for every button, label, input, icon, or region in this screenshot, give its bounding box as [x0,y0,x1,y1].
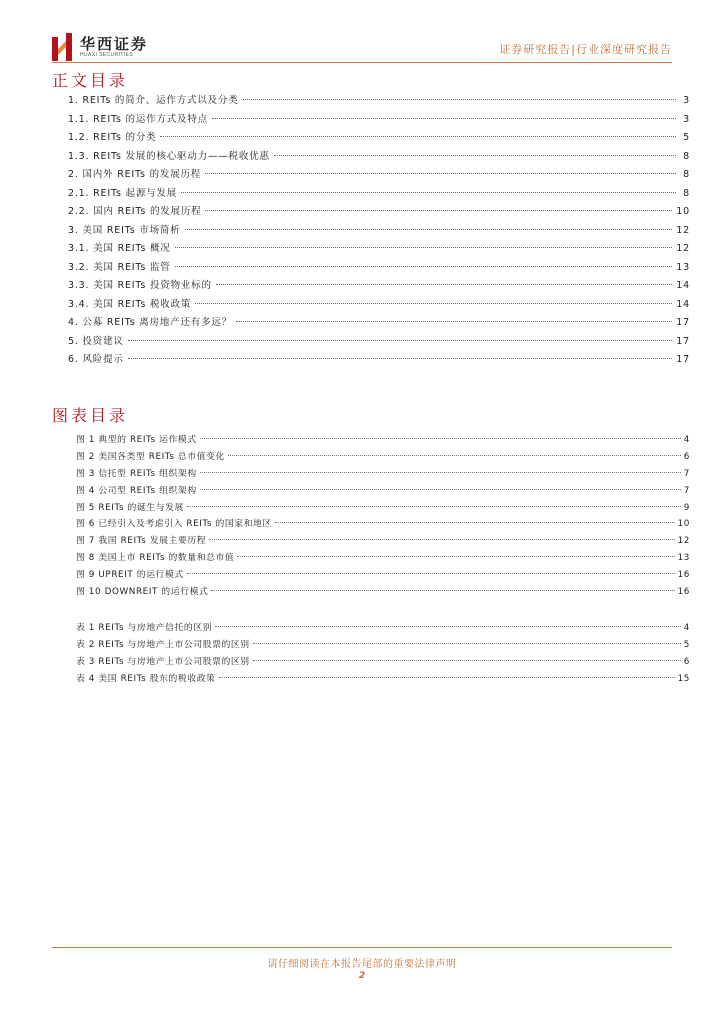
table-item-page: 4 [683,623,690,633]
toc-item[interactable] [68,259,690,278]
leader-dots [195,303,672,304]
toc-item-label: 1.1. REITs 的运作方式及特点 [68,113,208,125]
toc-item-label: 3. 美国 REITs 市场简析 [68,224,181,236]
leader-dots [212,118,676,119]
toc-item-page: 10 [676,206,690,217]
leader-dots [200,438,681,439]
leader-dots [253,660,681,661]
toc-item[interactable] [68,111,690,130]
leader-dots [243,99,677,100]
table-item-page: 5 [683,639,690,650]
figure-item[interactable] [76,483,690,500]
figure-item-page: 10 [677,519,690,530]
toc-item-page: 8 [683,150,690,162]
toc-item[interactable] [68,351,690,370]
toc-item[interactable] [68,314,690,333]
toc-item-label: 3.2. 美国 REITs 监管 [68,261,171,273]
figure-item-page: 13 [677,553,690,564]
table-item-label: 表 2 REITs 与房地产上市公司股票的区别 [76,639,250,650]
table-item-page: 15 [677,673,690,684]
figure-item-label: 图 9 UPREIT 的运行模式 [76,570,184,581]
toc-item[interactable] [68,296,690,315]
toc-item[interactable] [68,203,690,222]
figures-list [76,432,690,601]
huaxi-logo-icon [52,33,74,61]
toc-item-label: 1.3. REITs 发展的核心驱动力——税收优惠 [68,150,270,162]
leader-dots [216,284,673,285]
leader-dots [200,472,681,473]
figure-item-label: 图 4 公司型 REITs 组织架构 [76,485,197,496]
leader-dots [160,136,676,137]
leader-dots [253,643,681,644]
figure-item[interactable] [76,550,690,567]
leader-dots [185,229,673,230]
toc-item-page: 17 [676,335,690,347]
toc-item-label: 3.1. 美国 REITs 概况 [68,243,171,254]
figure-item-label: 图 7 我国 REITs 发展主要历程 [76,536,207,547]
figure-item-label: 图 5 REITs 的诞生与发展 [76,502,184,513]
table-item[interactable] [76,671,690,688]
page-number: 2 [358,971,366,981]
figure-item-label: 图 6 已经引入及考虑引入 REITs 的国家和地区 [76,519,272,530]
table-item[interactable] [76,620,690,637]
toc-item-label: 3.4. 美国 REITs 税收政策 [68,298,192,310]
leader-dots [187,506,681,507]
table-item[interactable] [76,637,690,654]
table-item[interactable] [76,654,690,671]
figure-item[interactable] [76,533,690,550]
toc-item-label: 2.1. REITs 起源与发展 [68,187,178,199]
leader-dots [200,489,681,490]
figure-item-page: 7 [683,485,690,496]
brand-name-en: HUAXI SECURITIES [80,52,134,58]
toc-item-page: 3 [683,95,690,106]
toc-item-label: 4. 公募 REITs 离房地产还有多远？ [68,317,233,328]
toc-item-page: 17 [676,317,690,328]
table-item-label: 表 1 REITs 与房地产信托的区别 [76,623,213,633]
leader-dots [211,590,674,591]
toc-item-label: 1. REITs 的简介、运作方式以及分类 [68,95,239,106]
figure-item-label: 图 2 美国各类型 REITs 总市值变化 [76,451,225,462]
legal-notice: 请仔细阅读在本报告尾部的重要法律声明 [267,959,457,970]
table-item-label: 表 4 美国 REITs 股东的税收政策 [76,673,216,684]
toc-item-page: 5 [683,132,690,143]
brand-name: 华西证券 [80,35,149,53]
tables-list [76,620,690,688]
toc-item[interactable] [68,166,690,185]
toc-item-page: 3 [683,113,690,125]
figure-item[interactable] [76,584,690,601]
toc-item-label: 2.2. 国内 REITs 的发展历程 [68,206,202,217]
toc-item-page: 13 [676,261,690,273]
figure-item[interactable] [76,500,690,517]
leader-dots [236,321,672,322]
figure-item[interactable] [76,466,690,483]
toc-item-label: 1.2. REITs 的分类 [68,132,157,143]
toc-item[interactable] [68,277,690,296]
leader-dots [175,247,673,248]
toc-item-page: 17 [676,354,690,365]
figure-item-page: 16 [677,570,690,581]
toc-title: 正文目录 [52,71,129,90]
toc-item-page: 12 [676,243,690,254]
toc-item-label: 2. 国内外 REITs 的发展历程 [68,169,202,180]
toc-item-label: 5. 投资建议 [68,335,124,347]
report-type: 证券研究报告|行业深度研究报告 [499,43,672,56]
figures-list-title: 图表目录 [52,406,129,425]
figure-item-label: 图 10 DOWNREIT 的运行模式 [76,587,209,598]
toc-item[interactable] [68,148,690,167]
leader-dots [181,192,676,193]
figure-item[interactable] [76,432,690,449]
leader-dots [205,173,676,174]
figure-item-page: 16 [677,587,690,598]
leader-dots [274,155,676,156]
figure-item-page: 7 [683,468,690,479]
toc-item[interactable] [68,240,690,259]
leader-dots [219,677,675,678]
leader-dots [275,522,675,523]
footer-divider [52,947,672,948]
toc-item-page: 8 [683,187,690,199]
page-header [0,0,724,70]
figure-item[interactable] [76,516,690,533]
table-item-label: 表 3 REITs 与房地产上市公司股票的区别 [76,656,250,667]
table-item-page: 6 [683,656,690,667]
figure-item-page: 9 [683,502,690,513]
leader-dots [209,539,674,540]
toc-item-label: 6. 风险提示 [68,354,124,365]
toc-item-page: 12 [676,224,690,236]
leader-dots [175,266,673,267]
toc-item-page: 14 [676,280,690,291]
leader-dots [128,340,673,341]
figure-item-page: 4 [683,435,690,445]
toc-item[interactable] [68,222,690,241]
leader-dots [215,626,681,627]
figure-item-label: 图 1 典型的 REITs 运作模式 [76,435,197,445]
figure-item[interactable] [76,449,690,466]
figure-item-page: 12 [677,536,690,547]
figure-item[interactable] [76,567,690,584]
toc-item[interactable] [68,185,690,204]
toc-item[interactable] [68,129,690,148]
toc-item[interactable] [68,92,690,111]
toc-item-label: 3.3. 美国 REITs 投资物业标的 [68,280,212,291]
leader-dots [228,455,681,456]
figure-item-page: 6 [683,451,690,462]
figure-item-label: 图 3 信托型 REITs 组织架构 [76,468,197,479]
toc-item-page: 14 [676,298,690,310]
toc-item[interactable] [68,333,690,352]
leader-dots [187,573,675,574]
toc-item-page: 8 [683,169,690,180]
leader-dots [205,210,672,211]
toc-list [68,92,690,370]
leader-dots [128,358,673,359]
leader-dots [237,556,674,557]
figure-item-label: 图 8 美国上市 REITs 的数量和总市值 [76,553,235,564]
header-divider [52,62,672,63]
